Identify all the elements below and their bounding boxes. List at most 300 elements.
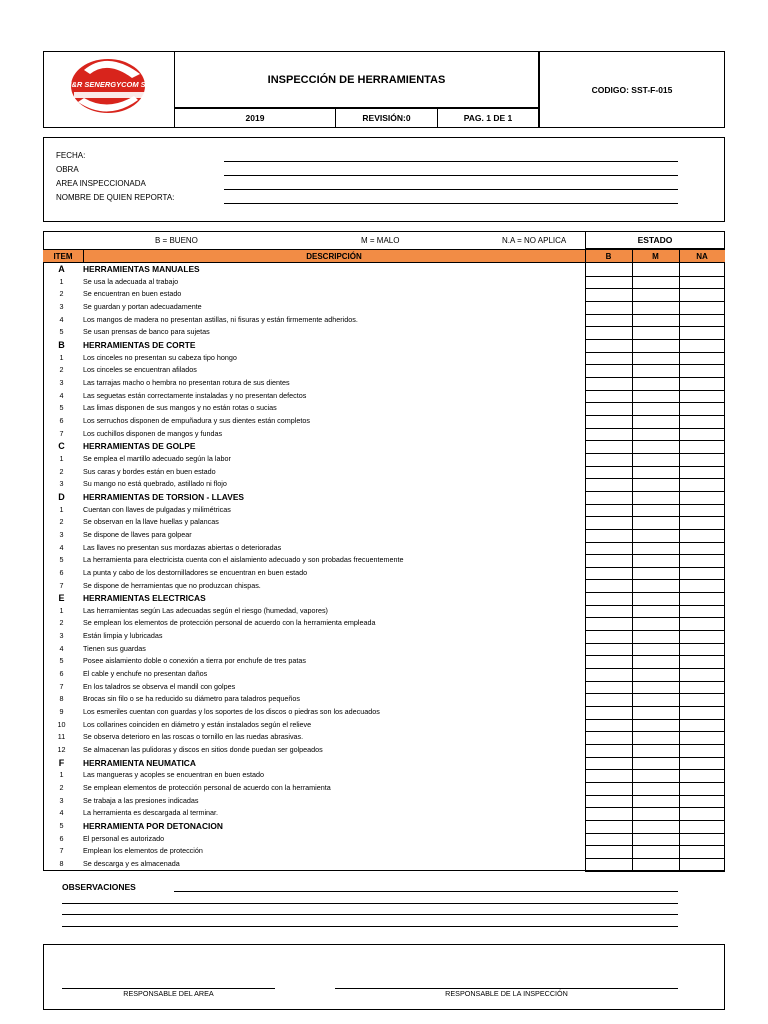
table-row xyxy=(43,731,725,744)
status-cell-m[interactable] xyxy=(632,731,679,745)
row-item-number: 5 xyxy=(59,403,64,413)
status-cell-na[interactable] xyxy=(679,377,725,391)
row-item-number: 9 xyxy=(59,707,64,717)
status-cell-m[interactable] xyxy=(632,364,679,378)
status-cell-na[interactable] xyxy=(679,820,725,834)
status-cell-m[interactable] xyxy=(632,288,679,302)
status-cell-m[interactable] xyxy=(632,390,679,404)
status-cell-b[interactable] xyxy=(585,681,632,695)
table-row xyxy=(43,845,725,858)
field-line-obra[interactable] xyxy=(224,175,678,176)
row-item-number: 1 xyxy=(59,770,64,780)
company-logo xyxy=(44,52,173,127)
section-title: HERRAMIENTAS DE TORSION - LLAVES xyxy=(83,491,244,502)
column-header-m: M xyxy=(652,251,659,261)
row-item-number: A xyxy=(58,264,65,274)
section-title: HERRAMIENTAS DE GOLPE xyxy=(83,441,196,452)
row-item-number: 6 xyxy=(59,567,64,577)
row-description: Tienen sus guardas xyxy=(83,643,146,653)
status-cell-b[interactable] xyxy=(585,364,632,378)
table-row xyxy=(43,668,725,681)
status-cell-b[interactable] xyxy=(585,693,632,707)
row-item-number: 2 xyxy=(59,466,64,476)
table-row xyxy=(43,453,725,466)
status-cell-na[interactable] xyxy=(679,352,725,366)
row-description: Su mango no está quebrado, astillado ni flojo xyxy=(83,479,227,489)
row-description: Se observan en la llave huellas y palancas xyxy=(83,517,219,527)
row-item-number: 6 xyxy=(59,833,64,843)
status-cell-na[interactable] xyxy=(679,263,725,277)
row-item-number: 2 xyxy=(59,365,64,375)
row-item-number: C xyxy=(58,441,65,452)
status-cell-na[interactable] xyxy=(679,643,725,657)
status-cell-na[interactable] xyxy=(679,630,725,644)
status-cell-b[interactable] xyxy=(585,858,632,872)
table-row xyxy=(43,807,725,820)
revision: REVISIÓN:0 xyxy=(362,113,411,123)
status-cell-b[interactable] xyxy=(585,390,632,404)
status-cell-m[interactable] xyxy=(632,516,679,530)
row-item-number: D xyxy=(58,491,65,502)
status-cell-na[interactable] xyxy=(679,605,725,619)
row-description: Se trabaja a las presiones indicadas xyxy=(83,795,199,805)
logo-cell xyxy=(43,51,174,128)
row-description: Se descarga y es almacenada xyxy=(83,859,180,869)
status-cell-na[interactable] xyxy=(679,554,725,568)
column-header-item: ITEM xyxy=(53,251,73,261)
status-cell-m[interactable] xyxy=(632,655,679,669)
row-item-number: 2 xyxy=(59,289,64,299)
status-cell-na[interactable] xyxy=(679,440,725,454)
section-row xyxy=(43,339,725,352)
status-cell-m[interactable] xyxy=(632,795,679,809)
row-description: Están limpia y lubricadas xyxy=(83,631,163,641)
row-description: Las herramientas según Las adecuadas según el riesgo (humedad, vapores) xyxy=(83,605,328,615)
status-cell-m[interactable] xyxy=(632,744,679,758)
status-cell-m[interactable] xyxy=(632,377,679,391)
status-cell-na[interactable] xyxy=(679,580,725,594)
status-cell-na[interactable] xyxy=(679,301,725,315)
row-description: Las seguetas están correctamente instaladas y no presentan defectos xyxy=(83,390,307,400)
row-item-number: 3 xyxy=(59,631,64,641)
title-cell xyxy=(174,51,539,108)
table-row xyxy=(43,706,725,719)
page-cell xyxy=(437,108,539,128)
row-description: Se dispone de herramientas que no produzcan chispas. xyxy=(83,580,261,590)
row-item-number: 1 xyxy=(59,453,64,463)
status-cell-na[interactable] xyxy=(679,390,725,404)
field-line-fecha[interactable] xyxy=(224,161,678,162)
status-cell-m[interactable] xyxy=(632,820,679,834)
status-cell-m[interactable] xyxy=(632,858,679,872)
row-description: Los serruchos disponen de empuñadura y sus dientes están completos xyxy=(83,415,310,425)
status-cell-na[interactable] xyxy=(679,757,725,771)
section-title: HERRAMIENTAS ELECTRICAS xyxy=(83,593,206,604)
status-cell-b[interactable] xyxy=(585,491,632,505)
status-cell-na[interactable] xyxy=(679,478,725,492)
row-description: Las limas disponen de sus mangos y no están rotas o sucias xyxy=(83,403,277,413)
status-cell-m[interactable] xyxy=(632,276,679,290)
status-cell-na[interactable] xyxy=(679,782,725,796)
row-description: Se dispone de llaves para golpear xyxy=(83,529,192,539)
status-cell-m[interactable] xyxy=(632,567,679,581)
observations-line[interactable] xyxy=(62,914,678,915)
status-cell-m[interactable] xyxy=(632,782,679,796)
status-cell-m[interactable] xyxy=(632,693,679,707)
row-description: Brocas sin filo o se ha reducido su diámetro para taladros pequeños xyxy=(83,694,300,704)
row-item-number: 5 xyxy=(59,656,64,666)
status-cell-b[interactable] xyxy=(585,845,632,859)
table-row xyxy=(43,466,725,479)
status-cell-na[interactable] xyxy=(679,542,725,556)
row-item-number: 4 xyxy=(59,808,64,818)
page-title: INSPECCIÓN DE HERRAMIENTAS xyxy=(267,73,446,86)
table-row xyxy=(43,580,725,593)
table-row xyxy=(43,681,725,694)
status-cell-m[interactable] xyxy=(632,580,679,594)
row-description: Los mangos de madera no presentan astillas, ni fisuras y están firmemente adheridos. xyxy=(83,314,358,324)
status-cell-m[interactable] xyxy=(632,668,679,682)
field-line-reporter[interactable] xyxy=(224,203,678,204)
row-description: La punta y cabo de los destornilladores se encuentran en buen estado xyxy=(83,567,308,577)
row-item-number: 3 xyxy=(59,529,64,539)
status-cell-na[interactable] xyxy=(679,288,725,302)
signature-label-inspection: RESPONSABLE DE LA INSPECCIÓN xyxy=(445,989,568,998)
row-description: La herramienta para electricista cuenta con el aislamiento adecuado y son probadas frecuentemente xyxy=(83,555,404,565)
status-cell-b[interactable] xyxy=(585,795,632,809)
status-cell-na[interactable] xyxy=(679,415,725,429)
status-cell-b[interactable] xyxy=(585,757,632,771)
status-cell-b[interactable] xyxy=(585,542,632,556)
status-cell-b[interactable] xyxy=(585,643,632,657)
table-row xyxy=(43,542,725,555)
status-cell-m[interactable] xyxy=(632,402,679,416)
status-cell-na[interactable] xyxy=(679,326,725,340)
table-row xyxy=(43,655,725,668)
table-row xyxy=(43,833,725,846)
row-item-number: 2 xyxy=(59,517,64,527)
status-cell-b[interactable] xyxy=(585,440,632,454)
row-description: Emplean los elementos de protección xyxy=(83,846,203,856)
status-cell-na[interactable] xyxy=(679,453,725,467)
status-cell-na[interactable] xyxy=(679,744,725,758)
observations-line[interactable] xyxy=(62,903,678,904)
revision-cell xyxy=(335,108,438,128)
status-cell-b[interactable] xyxy=(585,314,632,328)
status-cell-m[interactable] xyxy=(632,453,679,467)
status-cell-na[interactable] xyxy=(679,402,725,416)
status-cell-m[interactable] xyxy=(632,681,679,695)
section-row xyxy=(43,491,725,504)
status-cell-na[interactable] xyxy=(679,314,725,328)
status-cell-na[interactable] xyxy=(679,845,725,859)
status-cell-m[interactable] xyxy=(632,263,679,277)
table-row xyxy=(43,567,725,580)
legend-malo: M = MALO xyxy=(361,236,400,245)
row-item-number: 12 xyxy=(57,745,66,755)
row-item-number: 1 xyxy=(59,504,64,514)
status-cell-b[interactable] xyxy=(585,288,632,302)
status-cell-m[interactable] xyxy=(632,440,679,454)
status-cell-na[interactable] xyxy=(679,516,725,530)
row-description: Los esmeriles cuentan con guardas y los soportes de los discos o piedras son los adecuados xyxy=(83,707,380,717)
row-description: En los taladros se observa el mandil con golpes xyxy=(83,681,236,691)
status-cell-b[interactable] xyxy=(585,352,632,366)
status-cell-b[interactable] xyxy=(585,617,632,631)
table-row xyxy=(43,326,725,339)
status-cell-na[interactable] xyxy=(679,795,725,809)
row-item-number: 5 xyxy=(59,555,64,565)
status-cell-na[interactable] xyxy=(679,719,725,733)
status-cell-na[interactable] xyxy=(679,276,725,290)
status-cell-m[interactable] xyxy=(632,706,679,720)
status-cell-m[interactable] xyxy=(632,428,679,442)
table-row xyxy=(43,276,725,289)
status-cell-m[interactable] xyxy=(632,845,679,859)
table-row xyxy=(43,478,725,491)
table-row xyxy=(43,516,725,529)
status-cell-na[interactable] xyxy=(679,731,725,745)
document-code: CODIGO: SST-F-015 xyxy=(591,84,673,95)
table-row xyxy=(43,428,725,441)
signature-label-area: RESPONSABLE DEL AREA xyxy=(123,989,214,998)
row-item-number: 4 xyxy=(59,542,64,552)
row-item-number: 3 xyxy=(59,377,64,387)
table-row xyxy=(43,288,725,301)
status-cell-b[interactable] xyxy=(585,554,632,568)
row-description: El cable y enchufe no presentan daños xyxy=(83,669,208,679)
status-cell-na[interactable] xyxy=(679,529,725,543)
status-cell-m[interactable] xyxy=(632,301,679,315)
observations-label: OBSERVACIONES xyxy=(62,882,136,892)
section-row xyxy=(43,440,725,453)
row-item-number: 1 xyxy=(59,605,64,615)
status-cell-m[interactable] xyxy=(632,605,679,619)
status-cell-m[interactable] xyxy=(632,592,679,606)
table-row xyxy=(43,719,725,732)
observations-line[interactable] xyxy=(62,926,678,927)
status-cell-m[interactable] xyxy=(632,769,679,783)
table-row xyxy=(43,782,725,795)
status-cell-m[interactable] xyxy=(632,415,679,429)
estado-label: ESTADO xyxy=(637,235,673,245)
status-cell-m[interactable] xyxy=(632,833,679,847)
status-cell-na[interactable] xyxy=(679,706,725,720)
status-cell-m[interactable] xyxy=(632,643,679,657)
status-cell-b[interactable] xyxy=(585,339,632,353)
status-cell-m[interactable] xyxy=(632,339,679,353)
column-header-description: DESCRIPCIÓN xyxy=(306,251,362,261)
row-description: Las llaves no presentan sus mordazas abiertas o deterioradas xyxy=(83,542,282,552)
table-row xyxy=(43,554,725,567)
status-cell-b[interactable] xyxy=(585,655,632,669)
section-row xyxy=(43,263,725,276)
status-cell-b[interactable] xyxy=(585,580,632,594)
row-item-number: 6 xyxy=(59,669,64,679)
row-item-number: 5 xyxy=(59,327,64,337)
status-cell-na[interactable] xyxy=(679,567,725,581)
status-cell-b[interactable] xyxy=(585,516,632,530)
year-cell xyxy=(174,108,336,128)
status-cell-m[interactable] xyxy=(632,807,679,821)
status-cell-na[interactable] xyxy=(679,617,725,631)
status-cell-b[interactable] xyxy=(585,453,632,467)
row-item-number: 11 xyxy=(57,732,66,742)
table-row xyxy=(43,352,725,365)
status-cell-b[interactable] xyxy=(585,706,632,720)
table-row xyxy=(43,364,725,377)
status-cell-na[interactable] xyxy=(679,668,725,682)
status-cell-b[interactable] xyxy=(585,504,632,518)
row-item-number: 7 xyxy=(59,846,64,856)
estado-header xyxy=(585,231,725,249)
row-description: Se emplean los elementos de protección personal de acuerdo con la herramienta empleada xyxy=(83,618,376,628)
row-item-number: 1 xyxy=(59,352,64,362)
status-cell-b[interactable] xyxy=(585,630,632,644)
legend-na: N.A = NO APLICA xyxy=(502,236,567,245)
row-item-number: 3 xyxy=(59,301,64,311)
table-row xyxy=(43,314,725,327)
status-cell-b[interactable] xyxy=(585,478,632,492)
column-header-na: NA xyxy=(696,251,708,261)
column-header-b: B xyxy=(605,251,612,261)
status-cell-b[interactable] xyxy=(585,592,632,606)
status-cell-b[interactable] xyxy=(585,605,632,619)
row-item-number: 2 xyxy=(59,618,64,628)
status-cell-m[interactable] xyxy=(632,757,679,771)
status-cell-m[interactable] xyxy=(632,554,679,568)
page-number: PAG. 1 DE 1 xyxy=(463,113,513,123)
status-cell-b[interactable] xyxy=(585,276,632,290)
section-title: HERRAMIENTAS MANUALES xyxy=(83,264,200,274)
status-cell-m[interactable] xyxy=(632,466,679,480)
row-description: Las mangueras y acoples se encuentran en buen estado xyxy=(83,770,265,780)
status-cell-b[interactable] xyxy=(585,668,632,682)
table-row xyxy=(43,301,725,314)
table-row xyxy=(43,390,725,403)
row-item-number: 3 xyxy=(59,795,64,805)
status-cell-m[interactable] xyxy=(632,630,679,644)
table-row xyxy=(43,643,725,656)
field-line-area[interactable] xyxy=(224,189,678,190)
section-row xyxy=(43,820,725,833)
status-cell-na[interactable] xyxy=(679,693,725,707)
status-cell-na[interactable] xyxy=(679,655,725,669)
section-row xyxy=(43,757,725,770)
observations-line[interactable] xyxy=(174,891,678,892)
status-cell-na[interactable] xyxy=(679,807,725,821)
section-title: HERRAMIENTAS DE CORTE xyxy=(83,339,196,350)
row-item-number: E xyxy=(58,593,65,604)
status-cell-m[interactable] xyxy=(632,326,679,340)
field-label-obra: OBRA xyxy=(56,165,79,174)
status-cell-na[interactable] xyxy=(679,592,725,606)
status-cell-na[interactable] xyxy=(679,769,725,783)
status-cell-b[interactable] xyxy=(585,263,632,277)
table-row xyxy=(43,693,725,706)
section-row xyxy=(43,592,725,605)
status-cell-b[interactable] xyxy=(585,326,632,340)
row-item-number: 4 xyxy=(59,314,64,324)
status-cell-b[interactable] xyxy=(585,529,632,543)
status-cell-na[interactable] xyxy=(679,339,725,353)
status-cell-b[interactable] xyxy=(585,782,632,796)
status-cell-b[interactable] xyxy=(585,807,632,821)
row-item-number: 7 xyxy=(59,681,64,691)
status-cell-m[interactable] xyxy=(632,491,679,505)
status-cell-b[interactable] xyxy=(585,769,632,783)
status-cell-na[interactable] xyxy=(679,858,725,872)
status-cell-b[interactable] xyxy=(585,820,632,834)
row-description: Se almacenan las pulidoras y discos en sitios donde puedan ser golpeados xyxy=(83,745,323,755)
row-description: Los cinceles no presentan su cabeza tipo hongo xyxy=(83,352,237,362)
row-item-number: F xyxy=(58,757,65,768)
status-cell-b[interactable] xyxy=(585,402,632,416)
status-cell-m[interactable] xyxy=(632,542,679,556)
row-item-number: 5 xyxy=(59,821,64,831)
table-row xyxy=(43,415,725,428)
status-cell-na[interactable] xyxy=(679,466,725,480)
status-cell-m[interactable] xyxy=(632,529,679,543)
field-label-reporter: NOMBRE DE QUIEN REPORTA: xyxy=(56,193,175,202)
table-row xyxy=(43,402,725,415)
year: 2019 xyxy=(245,113,265,123)
status-cell-m[interactable] xyxy=(632,478,679,492)
row-item-number: 8 xyxy=(59,859,64,869)
status-cell-b[interactable] xyxy=(585,719,632,733)
status-cell-b[interactable] xyxy=(585,415,632,429)
status-cell-na[interactable] xyxy=(679,504,725,518)
status-cell-m[interactable] xyxy=(632,617,679,631)
row-description: Los cinceles se encuentran afilados xyxy=(83,365,197,375)
status-cell-b[interactable] xyxy=(585,833,632,847)
row-item-number: 7 xyxy=(59,428,64,438)
row-description: Se emplea el martillo adecuado según la labor xyxy=(83,453,231,463)
table-row xyxy=(43,744,725,757)
section-title: HERRAMIENTA POR DETONACION xyxy=(83,821,223,832)
table-row xyxy=(43,605,725,618)
status-cell-b[interactable] xyxy=(585,301,632,315)
row-description: El personal es autorizado xyxy=(83,833,165,843)
row-description: Se emplean elementos de protección personal de acuerdo con la herramienta xyxy=(83,783,331,793)
row-item-number: B xyxy=(58,339,65,350)
status-cell-m[interactable] xyxy=(632,314,679,328)
status-cell-m[interactable] xyxy=(632,352,679,366)
status-cell-b[interactable] xyxy=(585,731,632,745)
status-cell-b[interactable] xyxy=(585,428,632,442)
row-description: Se usa la adecuada al trabajo xyxy=(83,276,179,286)
status-cell-b[interactable] xyxy=(585,744,632,758)
status-cell-b[interactable] xyxy=(585,567,632,581)
status-cell-na[interactable] xyxy=(679,428,725,442)
status-cell-na[interactable] xyxy=(679,833,725,847)
row-description: Cuentan con llaves de pulgadas y milimétricas xyxy=(83,504,231,514)
row-item-number: 7 xyxy=(59,580,64,590)
row-item-number: 10 xyxy=(57,719,66,729)
table-row xyxy=(43,769,725,782)
status-cell-na[interactable] xyxy=(679,681,725,695)
section-title: HERRAMIENTA NEUMATICA xyxy=(83,757,196,768)
row-description: Se encuentran en buen estado xyxy=(83,289,182,299)
status-cell-b[interactable] xyxy=(585,466,632,480)
status-cell-m[interactable] xyxy=(632,719,679,733)
status-cell-b[interactable] xyxy=(585,377,632,391)
status-cell-na[interactable] xyxy=(679,364,725,378)
status-cell-m[interactable] xyxy=(632,504,679,518)
company-name: J&R SENERGYCOM S.A.C xyxy=(67,80,161,89)
status-cell-na[interactable] xyxy=(679,491,725,505)
code-cell xyxy=(539,51,725,128)
